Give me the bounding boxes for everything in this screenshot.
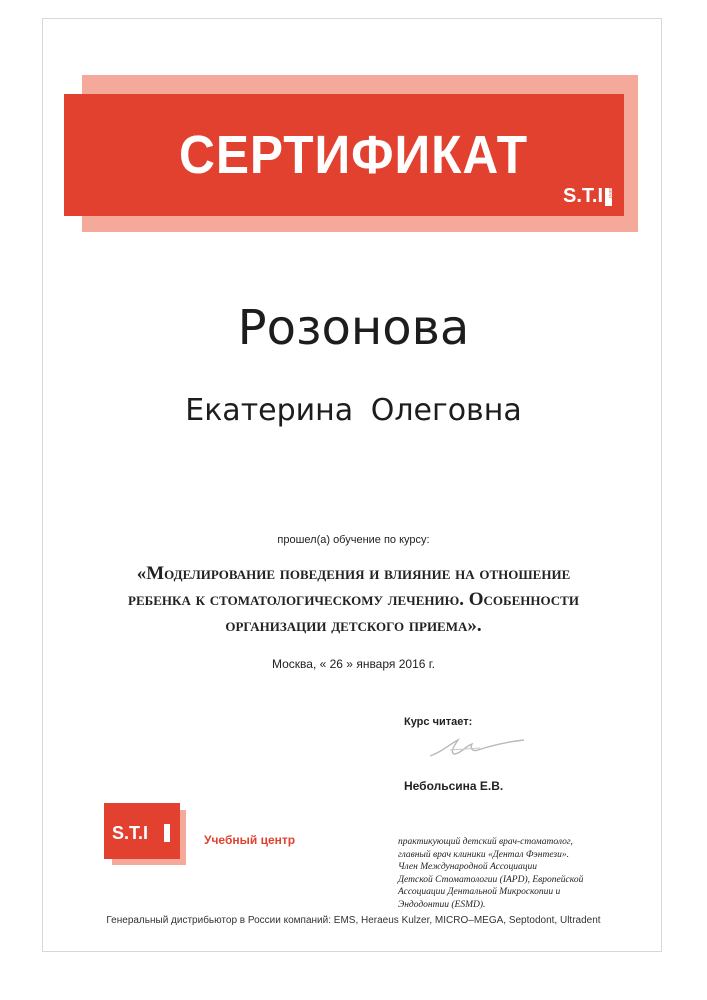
lecturer-bio (398, 836, 618, 911)
sti-logo-mark (164, 824, 170, 842)
bio-line: Ассоциации Дентальной Микроскопии и (398, 887, 561, 897)
signature-icon (420, 732, 530, 762)
bio-line: практикующий детский врач-стоматолог, (398, 837, 573, 847)
certificate-title: СЕРТИФИКАТ (179, 125, 528, 185)
recipient-given-names: Екатерина Олеговна (185, 393, 522, 428)
course-title-line: ребенка к стоматологическому лечению. Особенности (128, 589, 579, 610)
bio-line: Эндодонтии (ESMD). (398, 899, 486, 910)
course-title-line: организации детского приема». (225, 615, 482, 636)
issue-date: Москва, « 26 » января 2016 г. (271, 657, 436, 671)
lecturer-name: Небольсина Е.В. (404, 779, 504, 793)
completed-text: прошел(а) обучение по курсу: (277, 534, 430, 546)
bio-line: Член Международной Ассоциации (398, 862, 538, 872)
training-center-label: Учебный центр (204, 833, 296, 847)
sti-logo-text: S.T.I (112, 823, 149, 843)
distributor-note: Генеральный дистрибьютор в России компаний: EMS, Heraeus Kulzer, MICRO–MEGA, Septodont, Ultradent (106, 915, 601, 926)
bio-line: Детской Стоматологии (IAPD), Европейской (398, 874, 584, 885)
lecturer-label: Курс читает: (404, 716, 473, 728)
banner-brand-text: S.T.I (563, 185, 604, 207)
banner-sti-logo (563, 185, 612, 208)
course-title (80, 561, 627, 639)
course-title-line: «Моделирование поведения и влияние на отношение (136, 563, 571, 584)
bio-line: главный врач клиники «Дентал Фэнтези». (398, 849, 569, 860)
banner-brand-mark: DENT (605, 188, 612, 206)
recipient-surname: Розонова (237, 300, 470, 356)
